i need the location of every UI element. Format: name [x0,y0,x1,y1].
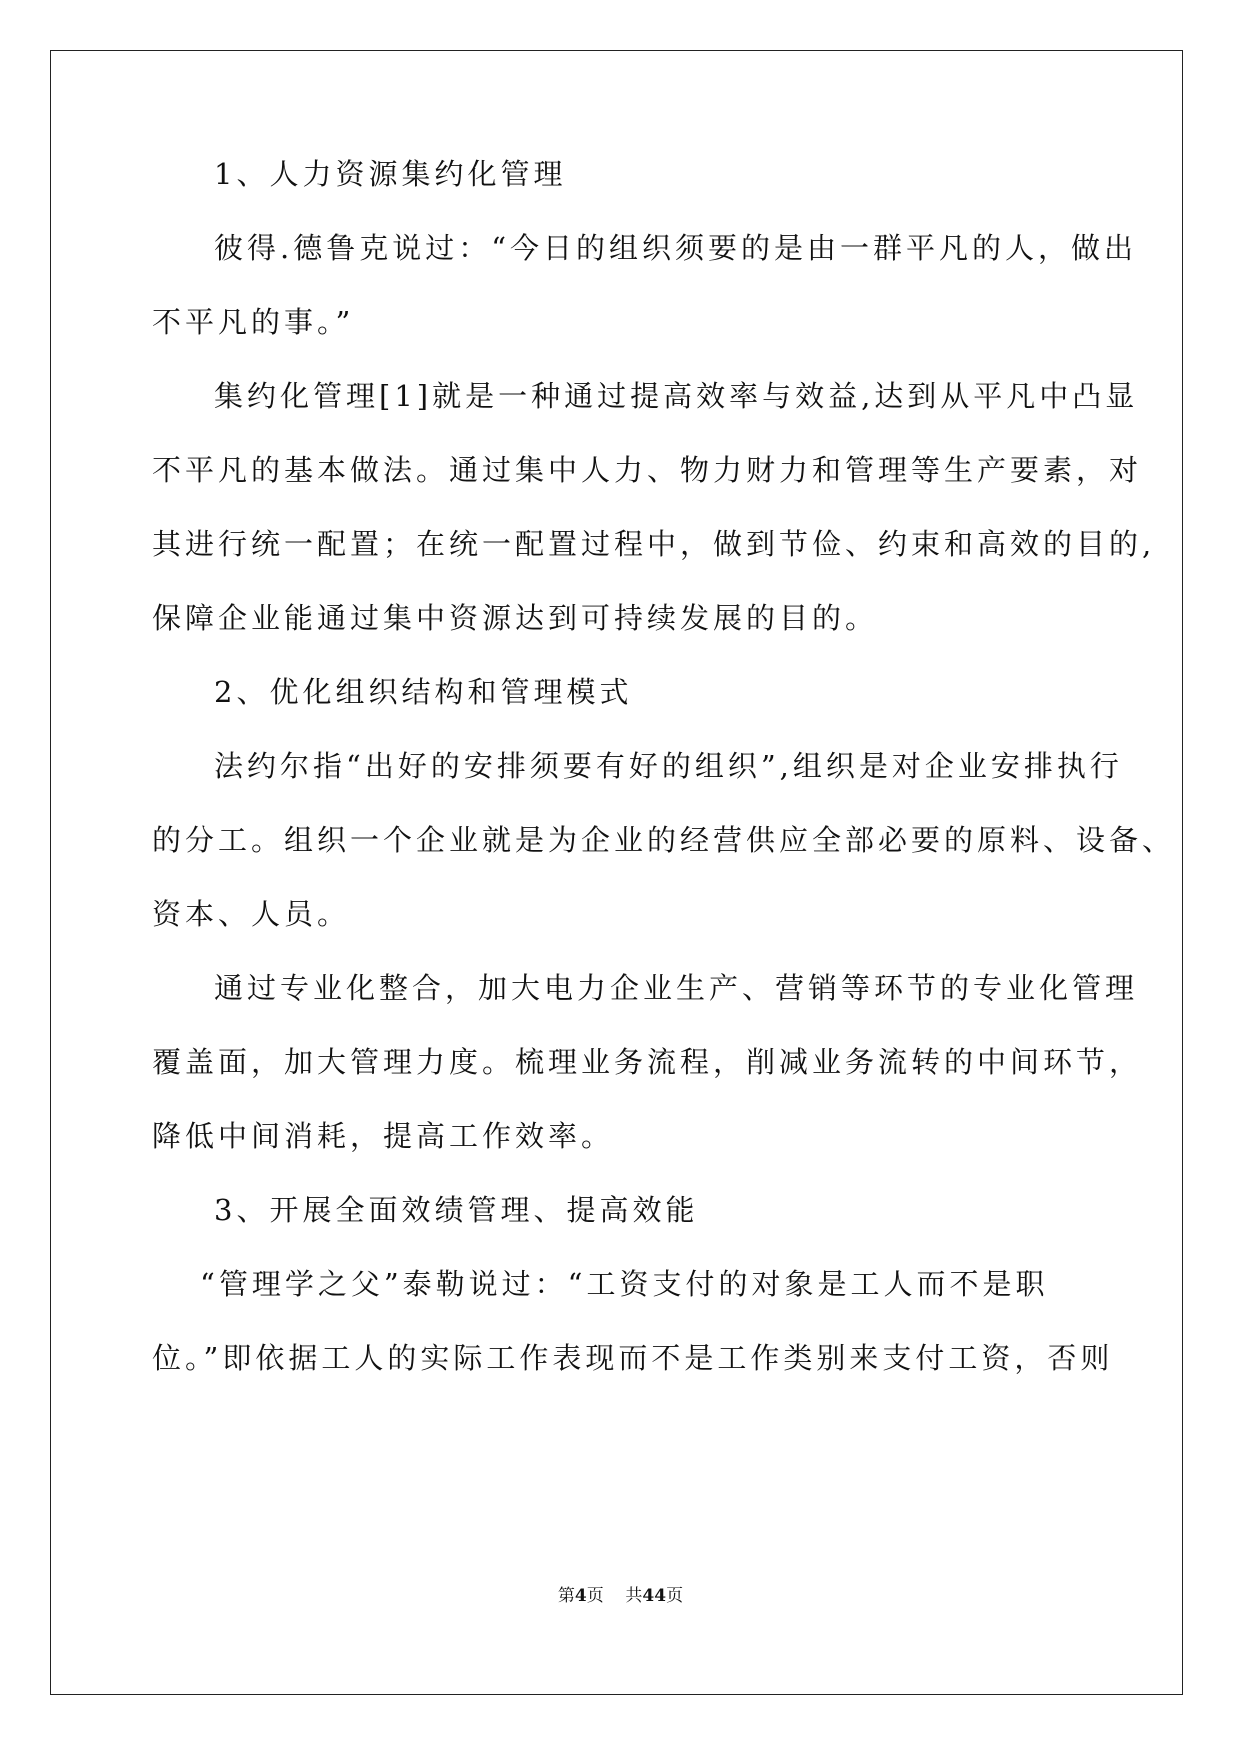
page-footer [0,1585,1241,1607]
paragraph-line: 法约尔指“出好的安排须要有好的组织”,组织是对企业安排执行 [214,749,1123,783]
paragraph-line: 其进行统一配置；在统一配置过程中，做到节俭、约束和高效的目的, [152,527,1156,561]
heading-1: 1、人力资源集约化管理 [214,157,567,191]
heading-2: 2、优化组织结构和管理模式 [214,675,633,709]
heading-3: 3、开展全面效绩管理、提高效能 [214,1193,699,1227]
paragraph-line: 保障企业能通过集中资源达到可持续发展的目的。 [152,601,879,635]
paragraph-line: 资本、人员。 [152,897,351,931]
total-prefix: 共 [625,1586,643,1606]
paragraph-line: 降低中间消耗，提高工作效率。 [152,1119,615,1153]
page-border [50,50,1183,1695]
paragraph-line: 彼得.德鲁克说过：“今日的组织须要的是由一群平凡的人，做出 [214,231,1138,265]
total-suffix: 页 [666,1586,684,1606]
total-pages: 44 [642,1586,667,1606]
paragraph-line: “管理学之父”泰勒说过：“工资支付的对象是工人而不是职 [200,1267,1049,1301]
paragraph-line: 集约化管理[1]就是一种通过提高效率与效益,达到从平凡中凸显 [214,379,1139,413]
paragraph-line: 不平凡的基本做法。通过集中人力、物力财力和管理等生产要素，对 [152,453,1143,487]
paragraph-line: 位。”即依据工人的实际工作表现而不是工作类别来支付工资，否则 [152,1341,1114,1375]
page-prefix: 第 [557,1586,575,1606]
page-suffix: 页 [586,1586,604,1606]
paragraph-line: 的分工。组织一个企业就是为企业的经营供应全部必要的原料、设备、 [152,823,1176,857]
paragraph-line: 通过专业化整合，加大电力企业生产、营销等环节的专业化管理 [214,971,1139,1005]
paragraph-line: 覆盖面，加大管理力度。梳理业务流程，削减业务流转的中间环节， [152,1045,1143,1079]
page-number: 4 [574,1586,587,1606]
paragraph-line: 不平凡的事。” [152,305,355,339]
